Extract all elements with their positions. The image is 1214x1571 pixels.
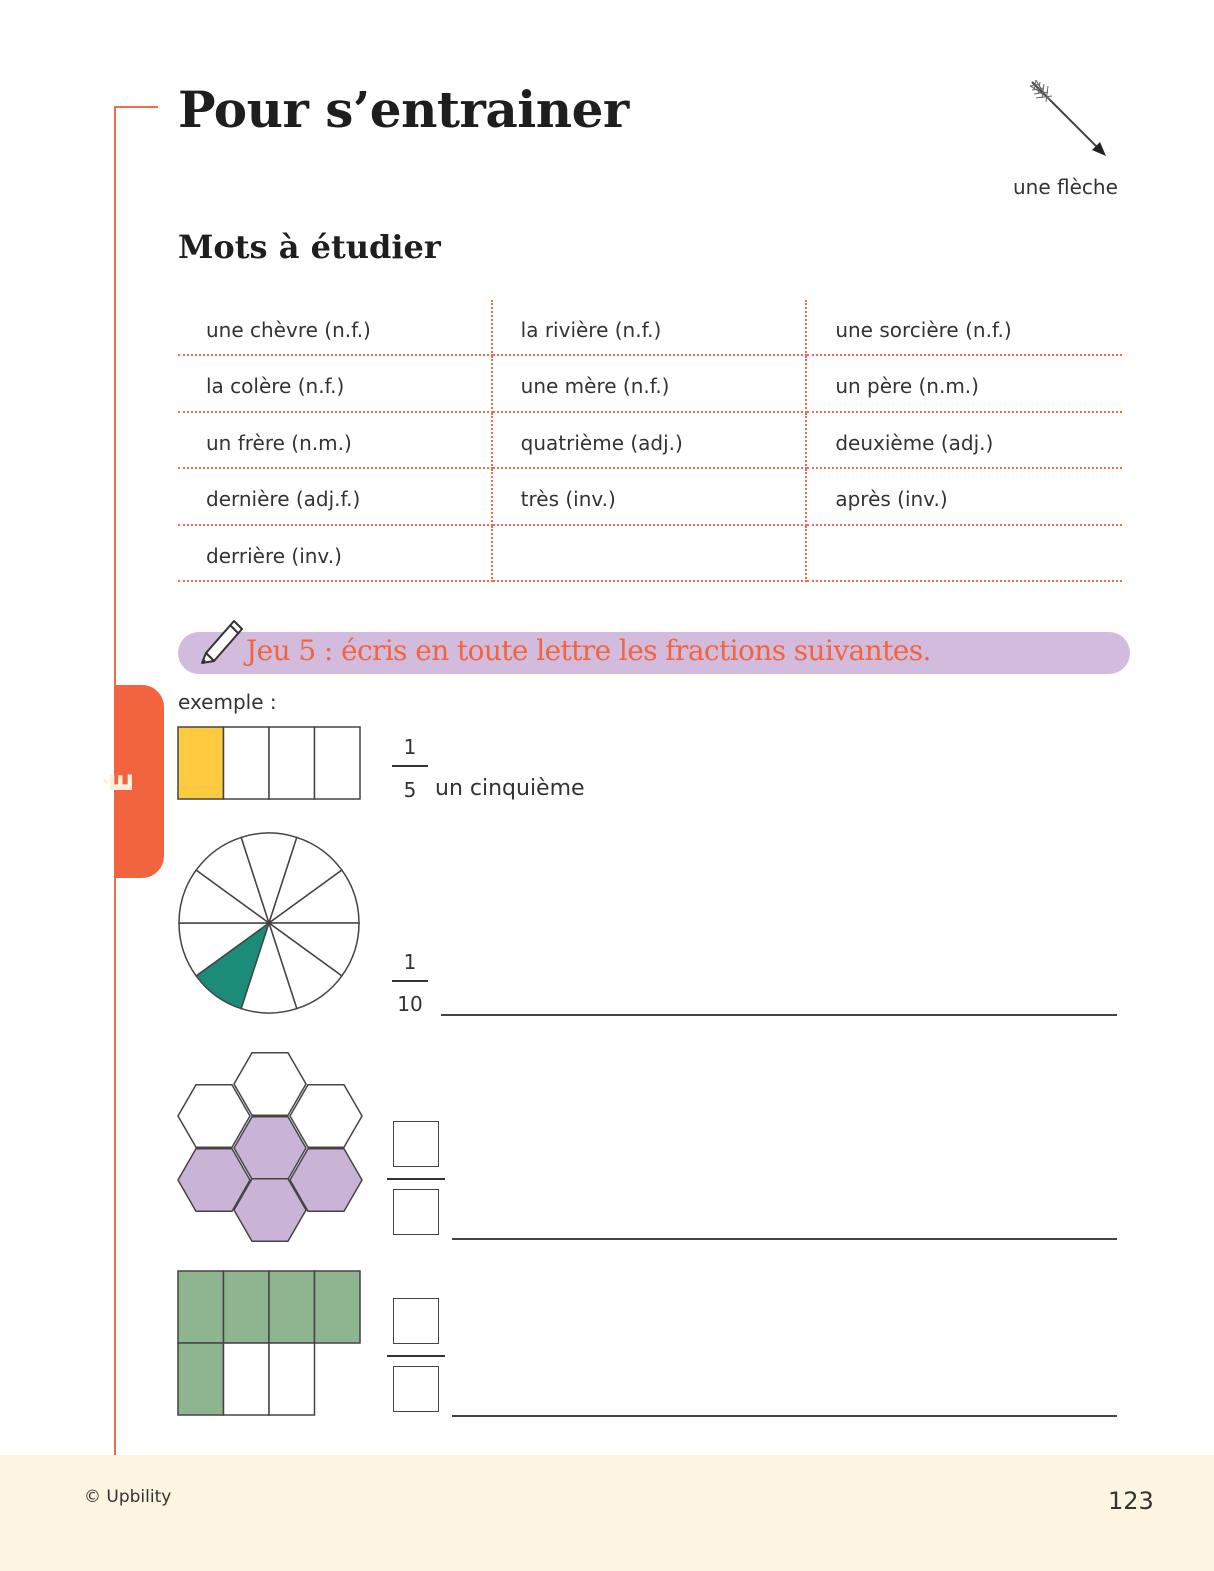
page-number: 123 bbox=[1108, 1487, 1154, 1515]
example-denominator: 5 bbox=[403, 778, 417, 802]
exercise-3-answer-line[interactable] bbox=[452, 1415, 1117, 1417]
study-word bbox=[493, 526, 808, 582]
exercise-1-fraction-bar bbox=[392, 980, 428, 982]
study-word: dernière (adj.f.) bbox=[178, 469, 493, 525]
game-banner bbox=[178, 632, 1130, 674]
arrow-icon bbox=[1026, 76, 1110, 160]
exercise-1-numerator: 1 bbox=[403, 950, 417, 974]
exercise-1-answer-line[interactable] bbox=[441, 1014, 1117, 1016]
exercise-3-fraction-bar bbox=[387, 1355, 445, 1357]
study-word: une sorcière (n.f.) bbox=[807, 300, 1122, 356]
exercise-3-numerator-box[interactable] bbox=[393, 1298, 439, 1344]
side-tab-label: É bbox=[104, 772, 140, 793]
side-tab bbox=[104, 685, 164, 878]
study-word: derrière (inv.) bbox=[178, 526, 493, 582]
exercise-2-hexagon-figure bbox=[176, 1044, 366, 1244]
page-title: Pour s’entrainer bbox=[178, 80, 629, 139]
exercise-2-fraction-bar bbox=[387, 1178, 445, 1180]
study-word: quatrième (adj.) bbox=[493, 413, 808, 469]
arrow-caption: une flèche bbox=[1013, 175, 1118, 199]
study-word: une mère (n.f.) bbox=[493, 356, 808, 412]
pencil-icon bbox=[198, 613, 252, 667]
exercise-2-numerator-box[interactable] bbox=[393, 1121, 439, 1167]
exercise-2-answer-line[interactable] bbox=[452, 1238, 1117, 1240]
study-word: deuxième (adj.) bbox=[807, 413, 1122, 469]
copyright: © Upbility bbox=[84, 1487, 172, 1507]
bracket-top-line bbox=[114, 106, 158, 108]
study-word: après (inv.) bbox=[807, 469, 1122, 525]
study-words-title: Mots à étudier bbox=[178, 228, 441, 266]
exercise-1-circle-figure bbox=[176, 830, 362, 1016]
example-numerator: 1 bbox=[403, 735, 417, 759]
study-word: la rivière (n.f.) bbox=[493, 300, 808, 356]
example-label: exemple : bbox=[178, 690, 277, 714]
exercise-3-denominator-box[interactable] bbox=[393, 1366, 439, 1412]
example-rectangle-figure bbox=[177, 726, 363, 800]
study-word: une chèvre (n.f.) bbox=[178, 300, 493, 356]
exercise-1-denominator: 10 bbox=[397, 992, 423, 1016]
study-word: un père (n.m.) bbox=[807, 356, 1122, 412]
footer bbox=[0, 1455, 1214, 1571]
study-word: un frère (n.m.) bbox=[178, 413, 493, 469]
exercise-2-denominator-box[interactable] bbox=[393, 1189, 439, 1235]
study-word bbox=[807, 526, 1122, 582]
game-title: Jeu 5 : écris en toute lettre les fractions suivantes. bbox=[246, 634, 931, 667]
example-fraction-bar bbox=[392, 765, 428, 767]
study-word: très (inv.) bbox=[493, 469, 808, 525]
study-word: la colère (n.f.) bbox=[178, 356, 493, 412]
exercise-3-grid-figure bbox=[177, 1270, 363, 1418]
example-answer: un cinquième bbox=[435, 776, 585, 801]
study-words-table bbox=[178, 300, 1122, 582]
